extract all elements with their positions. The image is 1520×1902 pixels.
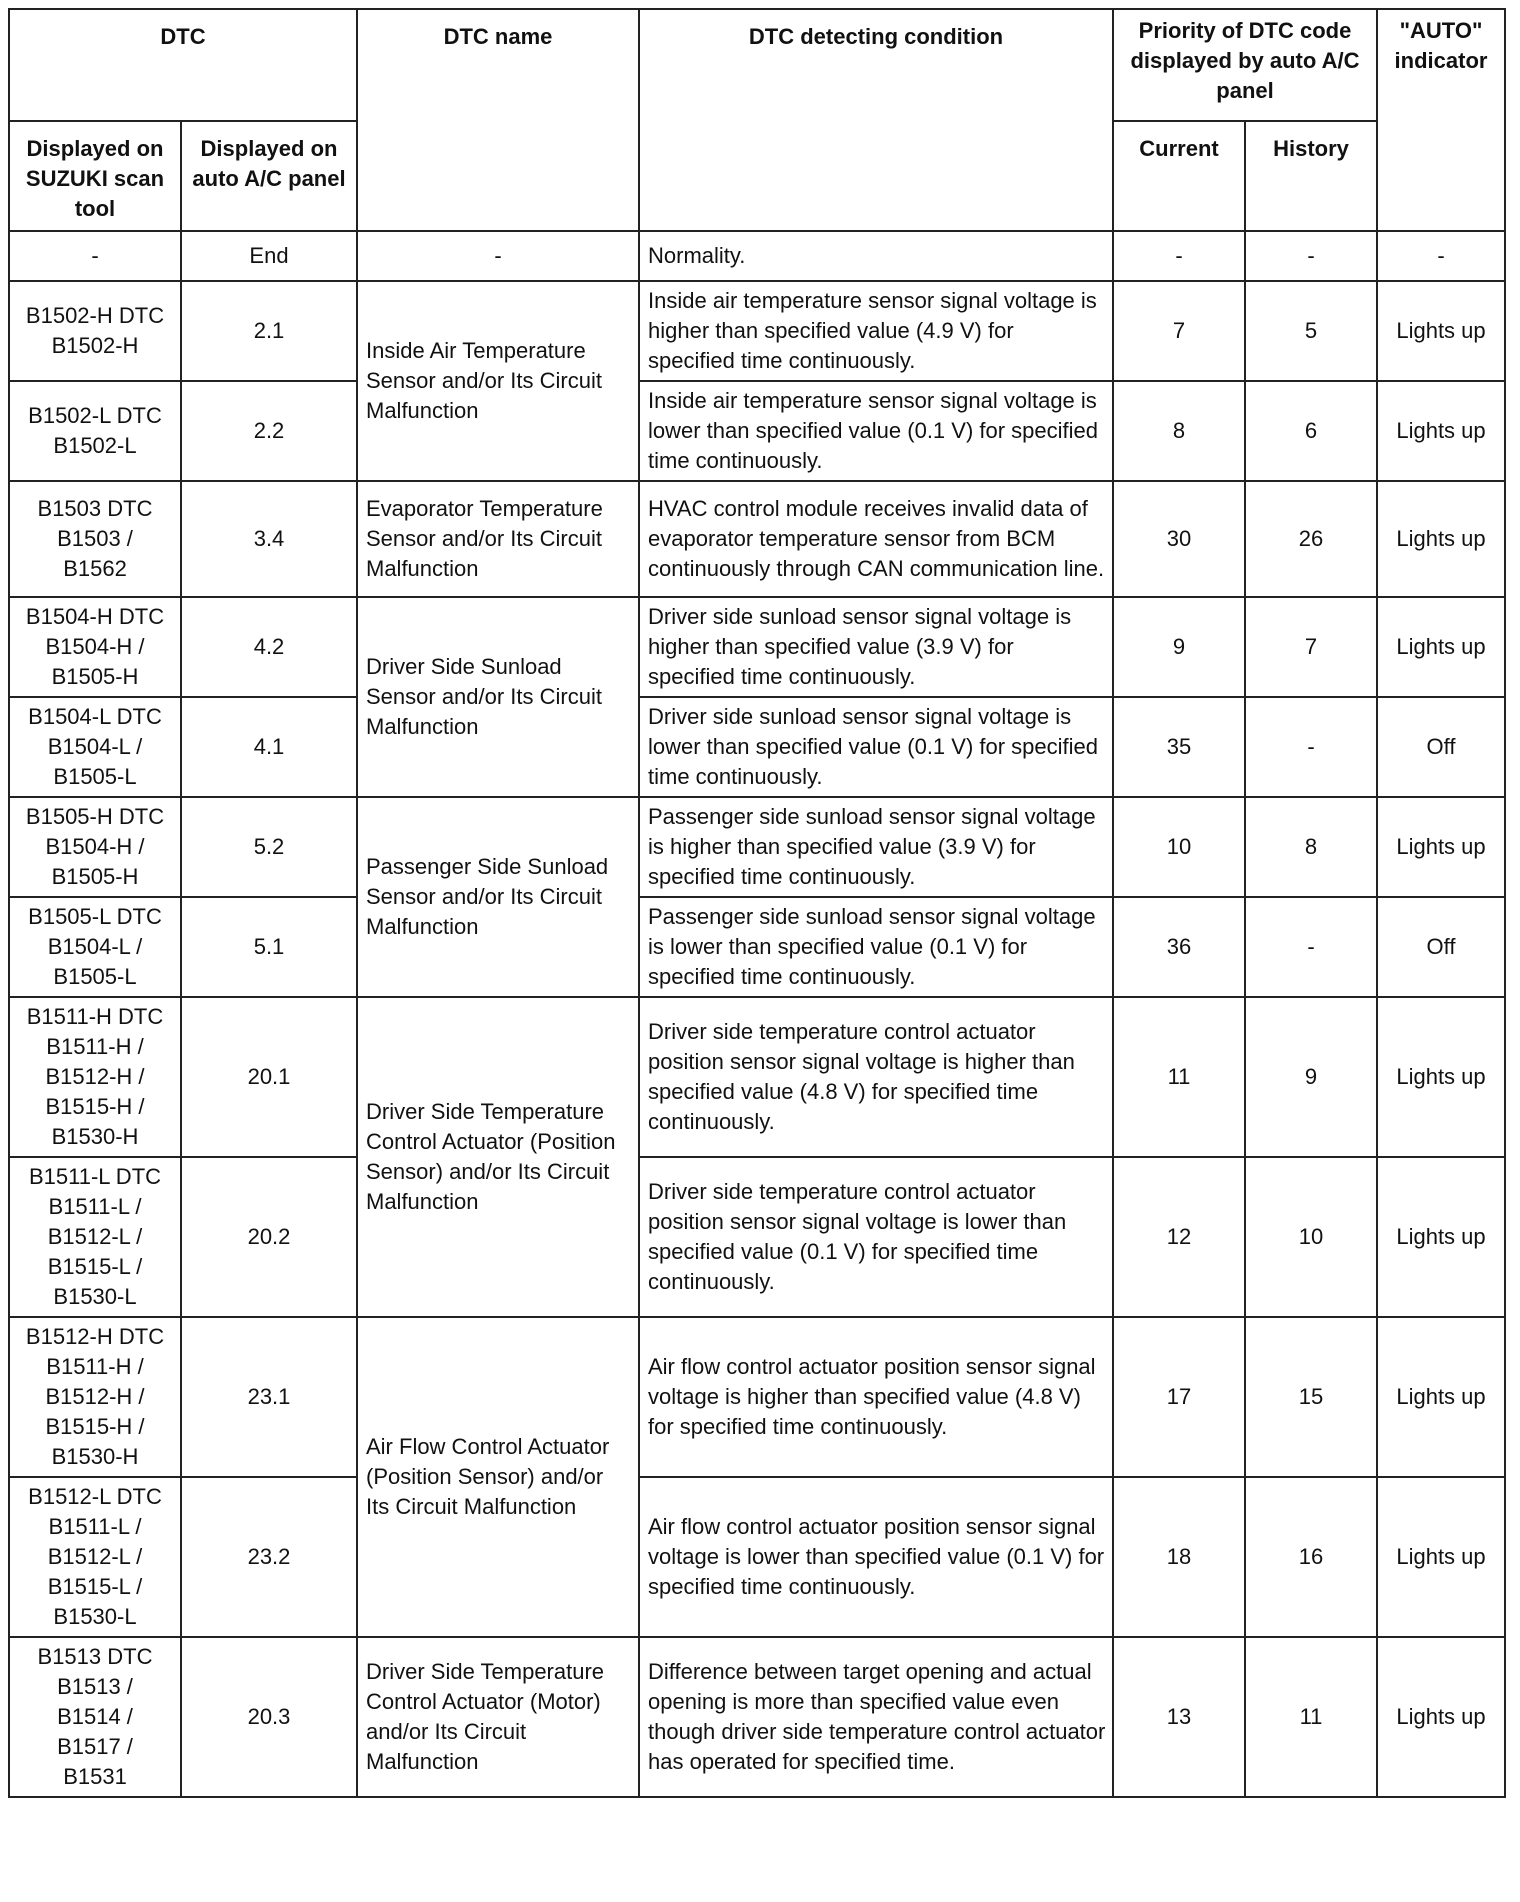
header-priority: Priority of DTC code displayed by auto A/C panel xyxy=(1113,9,1377,121)
auto-indicator: Lights up xyxy=(1377,1317,1505,1477)
priority-history: 6 xyxy=(1245,381,1377,481)
priority-history: 5 xyxy=(1245,281,1377,381)
detecting-condition: Driver side sunload sensor signal voltage is lower than specified value (0.1 V) for specified time continuously. xyxy=(639,697,1113,797)
header-dtc-name: DTC name xyxy=(357,9,639,231)
auto-indicator: Lights up xyxy=(1377,797,1505,897)
priority-history: - xyxy=(1245,897,1377,997)
scan-tool-code: B1512-H DTC B1511-H / B1512-H / B1515-H / B1530-H xyxy=(9,1317,181,1477)
table-row xyxy=(9,381,1505,481)
detecting-condition: Driver side sunload sensor signal voltage is higher than specified value (3.9 V) for specified time continuously. xyxy=(639,597,1113,697)
table-row xyxy=(9,481,1505,597)
priority-history: 9 xyxy=(1245,997,1377,1157)
panel-code: 4.1 xyxy=(181,697,357,797)
panel-code: 2.1 xyxy=(181,281,357,381)
dtc-name: Inside Air Temperature Sensor and/or Its Circuit Malfunction xyxy=(357,281,639,481)
panel-code: 5.1 xyxy=(181,897,357,997)
panel-code: 2.2 xyxy=(181,381,357,481)
scan-tool-code: B1503 DTC B1503 / B1562 xyxy=(9,481,181,597)
priority-current: 13 xyxy=(1113,1637,1245,1797)
detecting-condition: Inside air temperature sensor signal voltage is lower than specified value (0.1 V) for specified time continuously. xyxy=(639,381,1113,481)
table-row xyxy=(9,1477,1505,1637)
table-row xyxy=(9,1637,1505,1797)
scan-tool-code: B1504-H DTC B1504-H / B1505-H xyxy=(9,597,181,697)
scan-tool-code: B1505-L DTC B1504-L / B1505-L xyxy=(9,897,181,997)
panel-code: 5.2 xyxy=(181,797,357,897)
panel-code: 23.2 xyxy=(181,1477,357,1637)
dtc-name: Driver Side Temperature Control Actuator (Motor) and/or Its Circuit Malfunction xyxy=(357,1637,639,1797)
auto-indicator: - xyxy=(1377,231,1505,281)
auto-indicator: Off xyxy=(1377,697,1505,797)
auto-indicator: Lights up xyxy=(1377,1637,1505,1797)
table-row xyxy=(9,997,1505,1157)
dtc-name: Driver Side Sunload Sensor and/or Its Circuit Malfunction xyxy=(357,597,639,797)
detecting-condition: HVAC control module receives invalid data of evaporator temperature sensor from BCM continuously through CAN communication line. xyxy=(639,481,1113,597)
table-row xyxy=(9,797,1505,897)
priority-current: 30 xyxy=(1113,481,1245,597)
dtc-name: Driver Side Temperature Control Actuator (Position Sensor) and/or Its Circuit Malfunction xyxy=(357,997,639,1317)
auto-indicator: Lights up xyxy=(1377,381,1505,481)
auto-indicator: Lights up xyxy=(1377,1157,1505,1317)
priority-current: 17 xyxy=(1113,1317,1245,1477)
priority-history: - xyxy=(1245,231,1377,281)
header-scan-tool: Displayed on SUZUKI scan tool xyxy=(9,121,181,231)
scan-tool-code: B1502-L DTC B1502-L xyxy=(9,381,181,481)
detecting-condition: Driver side temperature control actuator position sensor signal voltage is higher than specified value (4.8 V) for specified time continuously. xyxy=(639,997,1113,1157)
scan-tool-code: B1502-H DTC B1502-H xyxy=(9,281,181,381)
header-ac-panel: Displayed on auto A/C panel xyxy=(181,121,357,231)
auto-indicator: Lights up xyxy=(1377,281,1505,381)
auto-indicator: Lights up xyxy=(1377,997,1505,1157)
detecting-condition: Air flow control actuator position sensor signal voltage is higher than specified value (4.8 V) for specified time continuously. xyxy=(639,1317,1113,1477)
dtc-name: Air Flow Control Actuator (Position Sensor) and/or Its Circuit Malfunction xyxy=(357,1317,639,1637)
panel-code: End xyxy=(181,231,357,281)
table-row xyxy=(9,597,1505,697)
table-row xyxy=(9,281,1505,381)
header-history: History xyxy=(1245,121,1377,231)
dtc-name: Evaporator Temperature Sensor and/or Its Circuit Malfunction xyxy=(357,481,639,597)
priority-current: 8 xyxy=(1113,381,1245,481)
priority-history: 11 xyxy=(1245,1637,1377,1797)
detecting-condition: Difference between target opening and actual opening is more than specified value even though driver side temperature control actuator has operated for specified time. xyxy=(639,1637,1113,1797)
priority-history: 26 xyxy=(1245,481,1377,597)
table-row xyxy=(9,1157,1505,1317)
dtc-name: - xyxy=(357,231,639,281)
detecting-condition: Passenger side sunload sensor signal voltage is lower than specified value (0.1 V) for specified time continuously. xyxy=(639,897,1113,997)
dtc-table-container xyxy=(8,8,1504,1798)
priority-current: 11 xyxy=(1113,997,1245,1157)
priority-current: 18 xyxy=(1113,1477,1245,1637)
detecting-condition: Inside air temperature sensor signal voltage is higher than specified value (4.9 V) for specified time continuously. xyxy=(639,281,1113,381)
priority-current: 35 xyxy=(1113,697,1245,797)
priority-current: 12 xyxy=(1113,1157,1245,1317)
table-row xyxy=(9,231,1505,281)
detecting-condition: Passenger side sunload sensor signal voltage is higher than specified value (3.9 V) for specified time continuously. xyxy=(639,797,1113,897)
scan-tool-code: B1511-L DTC B1511-L / B1512-L / B1515-L / B1530-L xyxy=(9,1157,181,1317)
table-row xyxy=(9,1317,1505,1477)
scan-tool-code: B1512-L DTC B1511-L / B1512-L / B1515-L / B1530-L xyxy=(9,1477,181,1637)
header-auto-indicator: "AUTO" indicator xyxy=(1377,9,1505,231)
panel-code: 23.1 xyxy=(181,1317,357,1477)
panel-code: 3.4 xyxy=(181,481,357,597)
priority-current: 9 xyxy=(1113,597,1245,697)
priority-history: 16 xyxy=(1245,1477,1377,1637)
scan-tool-code: B1505-H DTC B1504-H / B1505-H xyxy=(9,797,181,897)
priority-current: 7 xyxy=(1113,281,1245,381)
auto-indicator: Lights up xyxy=(1377,1477,1505,1637)
detecting-condition: Air flow control actuator position sensor signal voltage is lower than specified value (0.1 V) for specified time continuously. xyxy=(639,1477,1113,1637)
priority-history: 10 xyxy=(1245,1157,1377,1317)
panel-code: 4.2 xyxy=(181,597,357,697)
table-row xyxy=(9,697,1505,797)
auto-indicator: Off xyxy=(1377,897,1505,997)
priority-current: - xyxy=(1113,231,1245,281)
auto-indicator: Lights up xyxy=(1377,597,1505,697)
panel-code: 20.2 xyxy=(181,1157,357,1317)
header-condition: DTC detecting condition xyxy=(639,9,1113,231)
auto-indicator: Lights up xyxy=(1377,481,1505,597)
priority-current: 10 xyxy=(1113,797,1245,897)
header-current: Current xyxy=(1113,121,1245,231)
priority-current: 36 xyxy=(1113,897,1245,997)
header-dtc: DTC xyxy=(9,9,357,121)
dtc-table xyxy=(8,8,1506,1798)
priority-history: 8 xyxy=(1245,797,1377,897)
dtc-table-body xyxy=(9,231,1505,1797)
detecting-condition: Normality. xyxy=(639,231,1113,281)
panel-code: 20.1 xyxy=(181,997,357,1157)
priority-history: 7 xyxy=(1245,597,1377,697)
priority-history: - xyxy=(1245,697,1377,797)
dtc-name: Passenger Side Sunload Sensor and/or Its Circuit Malfunction xyxy=(357,797,639,997)
detecting-condition: Driver side temperature control actuator position sensor signal voltage is lower than specified value (0.1 V) for specified time continuously. xyxy=(639,1157,1113,1317)
table-row xyxy=(9,897,1505,997)
scan-tool-code: - xyxy=(9,231,181,281)
scan-tool-code: B1511-H DTC B1511-H / B1512-H / B1515-H / B1530-H xyxy=(9,997,181,1157)
panel-code: 20.3 xyxy=(181,1637,357,1797)
scan-tool-code: B1513 DTC B1513 / B1514 / B1517 / B1531 xyxy=(9,1637,181,1797)
priority-history: 15 xyxy=(1245,1317,1377,1477)
scan-tool-code: B1504-L DTC B1504-L / B1505-L xyxy=(9,697,181,797)
